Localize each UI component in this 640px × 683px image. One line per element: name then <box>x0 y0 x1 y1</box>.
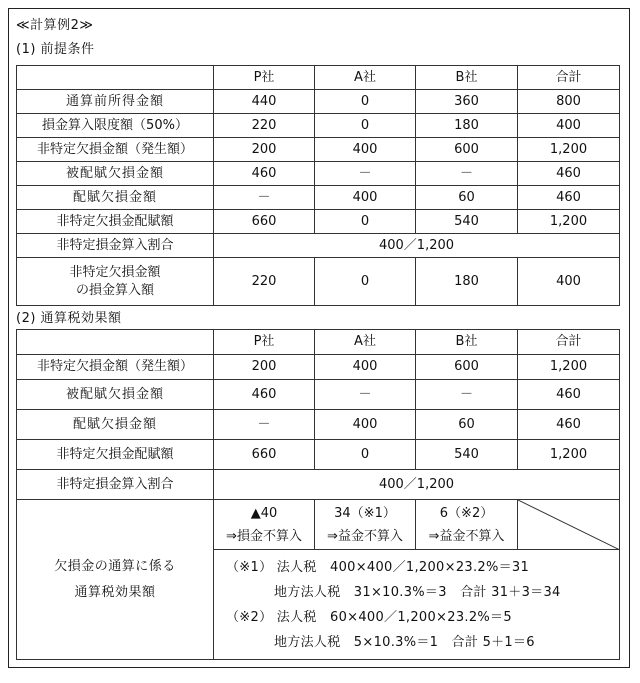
deduction-row <box>17 258 620 306</box>
row-label-line: 通算税効果額 <box>74 584 156 600</box>
cell: 1,200 <box>518 440 620 470</box>
cell: － <box>315 162 416 186</box>
cell: － <box>214 410 315 440</box>
table-row <box>17 410 620 440</box>
effect-cell <box>214 500 315 550</box>
table-row <box>17 380 620 410</box>
col-header: 合計 <box>518 330 620 355</box>
note-line: 地方法人税 31×10.3%＝3 合計 31＋3＝34 <box>274 584 561 600</box>
ratio-value: 400／1,200 <box>214 234 620 258</box>
table-row <box>17 355 620 380</box>
col-header: P社 <box>214 330 315 355</box>
row-label: 被配賦欠損金額 <box>17 380 214 410</box>
cell: 460 <box>214 162 315 186</box>
cell: － <box>416 162 518 186</box>
col-header: 合計 <box>518 66 620 90</box>
page-title: ≪計算例2≫ <box>16 18 94 33</box>
cell: 0 <box>315 440 416 470</box>
cell: 660 <box>214 210 315 234</box>
table-row <box>17 186 620 210</box>
cell: 1,200 <box>518 210 620 234</box>
effect-cell <box>315 500 416 550</box>
cell: 460 <box>518 410 620 440</box>
cell: 460 <box>518 186 620 210</box>
cell: 200 <box>214 138 315 162</box>
corner-cell <box>17 330 214 355</box>
cell: 0 <box>315 258 416 306</box>
row-label <box>17 258 214 306</box>
col-header: P社 <box>214 66 315 90</box>
col-header: A社 <box>315 330 416 355</box>
corner-cell <box>17 66 214 90</box>
effect-amount: ▲40 <box>250 505 278 521</box>
row-label: 通算前所得金額 <box>17 90 214 114</box>
row-label-line: 欠損金の通算に係る <box>54 558 176 574</box>
ratio-row <box>17 470 620 500</box>
row-label: 非特定損金算入割合 <box>17 234 214 258</box>
row-label: 非特定欠損金額（発生額） <box>17 138 214 162</box>
cell: 660 <box>214 440 315 470</box>
cell: 400 <box>315 355 416 380</box>
cell: 600 <box>416 138 518 162</box>
row-label: 非特定欠損金配賦額 <box>17 210 214 234</box>
note-line: 地方法人税 5×10.3%＝1 合計 5＋1＝6 <box>274 634 535 650</box>
diagonal-line <box>518 500 620 550</box>
table-header-row <box>17 330 620 355</box>
ratio-value: 400／1,200 <box>214 470 620 500</box>
effect-note: ⇒益金不算入 <box>428 528 505 544</box>
effect-note: ⇒損金不算入 <box>226 528 302 544</box>
cell: 180 <box>416 258 518 306</box>
cell: 60 <box>416 186 518 210</box>
cell: － <box>214 186 315 210</box>
table-header-row <box>17 66 620 90</box>
table-row <box>17 440 620 470</box>
table-row <box>17 90 620 114</box>
cell: 220 <box>214 114 315 138</box>
cell: 540 <box>416 210 518 234</box>
row-label: 損金算入限度額（50%） <box>17 114 214 138</box>
table-row <box>17 210 620 234</box>
row-label: 非特定欠損金配賦額 <box>17 440 214 470</box>
cell: 360 <box>416 90 518 114</box>
cell: 0 <box>315 114 416 138</box>
row-label <box>17 500 214 660</box>
cell: 400 <box>518 258 620 306</box>
cell: 800 <box>518 90 620 114</box>
col-header: A社 <box>315 66 416 90</box>
cell: 460 <box>214 380 315 410</box>
cell: 200 <box>214 355 315 380</box>
table-row <box>17 114 620 138</box>
col-header: B社 <box>416 66 518 90</box>
effect-amount: 6（※2） <box>439 505 494 521</box>
cell: 1,200 <box>518 355 620 380</box>
cell: － <box>416 380 518 410</box>
cell: 60 <box>416 410 518 440</box>
cell: 540 <box>416 440 518 470</box>
cell: 0 <box>315 210 416 234</box>
row-label: 配賦欠損金額 <box>17 410 214 440</box>
premise-table <box>16 65 620 306</box>
effect-cell <box>416 500 518 550</box>
cell: 440 <box>214 90 315 114</box>
calculation-notes <box>214 550 620 660</box>
cell: 400 <box>315 138 416 162</box>
note-line: （※1） 法人税 400×400／1,200×23.2%＝31 <box>226 559 530 575</box>
row-label-line: 非特定欠損金額 <box>69 264 161 280</box>
row-label: 非特定欠損金額（発生額） <box>17 355 214 380</box>
effect-row <box>17 500 620 550</box>
cell: 600 <box>416 355 518 380</box>
cell: 220 <box>214 258 315 306</box>
effect-amount: 34（※1） <box>334 505 396 521</box>
cell: 460 <box>518 162 620 186</box>
cell: 180 <box>416 114 518 138</box>
section1-heading: (1) 前提条件 <box>16 42 95 57</box>
col-header: B社 <box>416 330 518 355</box>
note-line: （※2） 法人税 60×400／1,200×23.2%＝5 <box>226 609 512 625</box>
cell: 1,200 <box>518 138 620 162</box>
ratio-row <box>17 234 620 258</box>
effect-note: ⇒益金不算入 <box>327 528 403 544</box>
cell: 460 <box>518 380 620 410</box>
row-label: 被配賦欠損金額 <box>17 162 214 186</box>
section2-heading: (2) 通算税効果額 <box>16 311 122 326</box>
row-label-line: の損金算入額 <box>75 282 154 298</box>
tax-effect-table <box>16 329 620 660</box>
cell: － <box>315 380 416 410</box>
cell: 400 <box>518 114 620 138</box>
cell: 0 <box>315 90 416 114</box>
row-label: 配賦欠損金額 <box>17 186 214 210</box>
table-row <box>17 162 620 186</box>
diagonal-cell <box>518 500 620 550</box>
row-label: 非特定損金算入割合 <box>17 470 214 500</box>
cell: 400 <box>315 186 416 210</box>
cell: 400 <box>315 410 416 440</box>
table-row <box>17 138 620 162</box>
